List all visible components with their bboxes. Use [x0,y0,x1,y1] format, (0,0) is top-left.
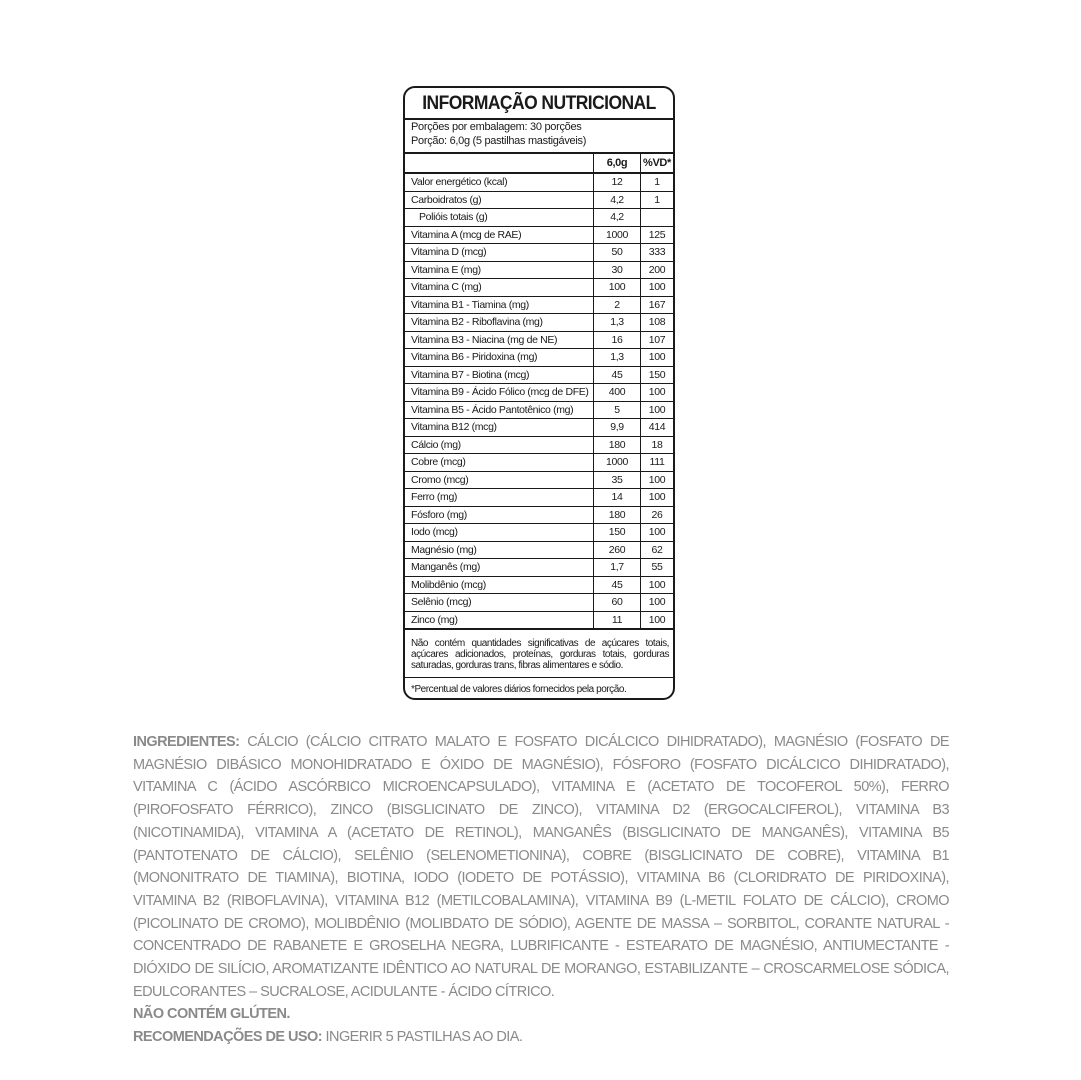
nutrient-daily-value: 18 [641,436,674,454]
nutrient-amount: 50 [594,244,641,262]
nutrient-row [405,524,673,542]
nutrient-daily-value: 100 [641,611,674,629]
nutrient-row [405,559,673,577]
ingredients-text: CÁLCIO (CÁLCIO CITRATO MALATO E FOSFATO DICÁLCICO DIHIDRATADO), MAGNÉSIO (FOSFATO DE MAGNÉSIO DIBÁSICO MONOHIDRATADO E ÓXIDO DE MAGNÉSIO), FÓSFORO (FOSFATO DICÁLCICO DIHIDRATADO), VITAMINA C (ÁCIDO ASCÓRBICO MICROENCAPSULADO), VITAMINA E (ACETATO DE TOCOFEROL 50%), FERRO (PIROFOSFATO FÉRRICO), ZINCO (BISGLICINATO DE ZINCO), VITAMINA D2 (ERGOCALCIFEROL), VITAMINA B3 (NICOTINAMIDA), VITAMINA A (ACETATO DE RETINOL), MANGANÊS (BISGLICINATO DE MANGANÊS), VITAMINA B5 (PANTOTENATO DE CÁLCIO), SELÊNIO (SELENOMETIONINA), COBRE (BISGLICINATO DE COBRE), VITAMINA B1 (MONONITRATO DE TIAMINA), BIOTINA, IODO (IODETO DE POTÁSSIO), VITAMINA B6 (CLORIDRATO DE PIRIDOXINA), VITAMINA B2 (RIBOFLAVINA), VITAMINA B12 (METILCOBALAMINA), VITAMINA B9 (L-METIL FOLATO DE CÁLCIO), CROMO (PICOLINATO DE CROMO), MOLIBDÊNIO (MOLIBDATO DE SÓDIO), AGENTE DE MASSA – SORBITOL, CORANTE NATURAL - CONCENTRADO DE RABANETE E GROSELHA NEGRA, LUBRIFICANTE - ESTEARATO DE MAGNÉSIO, ANTIUMECTANTE - DIÓXIDO DE SILÍCIO, AROMATIZANTE IDÊNTICO AO NATURAL DE MORANGO, ESTABILIZANTE – CROSCARMELOSE SÓDICA, EDULCORANTES – SUCRALOSE, ACIDULANTE - ÁCIDO CÍTRICO. [133,734,949,1000]
nutrient-daily-value: 100 [641,594,674,612]
nutrient-daily-value: 167 [641,296,674,314]
nutrient-daily-value: 100 [641,349,674,367]
nutrient-name: Vitamina C (mg) [405,279,594,297]
usage-text: INGERIR 5 PASTILHAS AO DIA. [325,1029,523,1046]
daily-value-footnote: *Percentual de valores diários fornecidos pela porção. [411,684,627,695]
nutrient-daily-value: 333 [641,244,674,262]
nutrient-daily-value: 125 [641,226,674,244]
nutrient-daily-value: 414 [641,419,674,437]
not-significant-note: Não contém quantidades significativas de açúcares totais, açúcares adicionados, proteínas, gorduras totais, gorduras saturadas, gorduras trans, fibras alimentares e sódio. [405,630,673,678]
nutrient-amount: 1,3 [594,314,641,332]
nutrient-name: Cobre (mcg) [405,454,594,472]
usage-label: RECOMENDAÇÕES DE USO: [133,1029,323,1046]
usage-recommendation [133,1026,949,1049]
nutrient-amount: 1000 [594,226,641,244]
nutrient-amount: 45 [594,366,641,384]
nutrient-row [405,489,673,507]
nutrient-name: Vitamina A (mcg de RAE) [405,226,594,244]
nutrient-row [405,401,673,419]
nutrient-daily-value: 100 [641,471,674,489]
nutrient-amount: 1,7 [594,559,641,577]
ingredients-paragraph [133,731,949,1003]
header-nutrient [405,153,594,173]
nutrient-daily-value: 150 [641,366,674,384]
nutrient-daily-value: 108 [641,314,674,332]
nutrient-row [405,244,673,262]
nutrient-amount: 35 [594,471,641,489]
nutrient-name: Molibdênio (mcg) [405,576,594,594]
nutrient-daily-value: 200 [641,261,674,279]
nutrient-row [405,314,673,332]
nutrient-daily-value: 100 [641,489,674,507]
nutrient-name: Polióis totais (g) [405,209,594,227]
nutrient-row [405,594,673,612]
nutrient-name: Vitamina E (mg) [405,261,594,279]
nutrient-row [405,191,673,209]
nutrient-row [405,454,673,472]
nutrient-amount: 45 [594,576,641,594]
nutrition-rows [405,173,673,629]
nutrient-amount: 260 [594,541,641,559]
nutrient-daily-value: 100 [641,401,674,419]
nutrient-name: Vitamina B3 - Niacina (mg de NE) [405,331,594,349]
nutrient-name: Fósforo (mg) [405,506,594,524]
nutrient-daily-value [641,209,674,227]
nutrient-name: Vitamina B5 - Ácido Pantotênico (mg) [405,401,594,419]
nutrient-row [405,436,673,454]
nutrient-amount: 60 [594,594,641,612]
header-daily-value: %VD* [641,153,674,173]
servings-per-package: Porções por embalagem: 30 porções [411,121,582,133]
nutrient-name: Vitamina B7 - Biotina (mcg) [405,366,594,384]
nutrient-row [405,209,673,227]
nutrient-name: Selênio (mcg) [405,594,594,612]
nutrient-amount: 11 [594,611,641,629]
nutrient-row [405,419,673,437]
header-amount: 6,0g [594,153,641,173]
nutrient-daily-value: 1 [641,173,674,191]
nutrient-name: Vitamina D (mcg) [405,244,594,262]
nutrient-name: Cálcio (mg) [405,436,594,454]
nutrient-row [405,349,673,367]
nutrient-daily-value: 100 [641,279,674,297]
nutrient-daily-value: 100 [641,524,674,542]
serving-size: Porção: 6,0g (5 pastilhas mastigáveis) [411,135,587,147]
nutrient-name: Manganês (mg) [405,559,594,577]
nutrient-amount: 9,9 [594,419,641,437]
gluten-statement: NÃO CONTÉM GLÚTEN. [133,1006,290,1023]
nutrient-name: Vitamina B2 - Riboflavina (mg) [405,314,594,332]
nutrient-daily-value: 111 [641,454,674,472]
nutrient-name: Iodo (mcg) [405,524,594,542]
nutrient-amount: 2 [594,296,641,314]
nutrient-daily-value: 1 [641,191,674,209]
nutrient-row [405,173,673,191]
nutrient-amount: 16 [594,331,641,349]
nutrient-daily-value: 26 [641,506,674,524]
nutrient-row [405,611,673,629]
nutrient-name: Valor energético (kcal) [405,173,594,191]
nutrient-amount: 14 [594,489,641,507]
nutrition-table [405,152,673,630]
nutrient-name: Vitamina B9 - Ácido Fólico (mcg de DFE) [405,384,594,402]
nutrient-row [405,261,673,279]
nutrient-amount: 1000 [594,454,641,472]
nutrient-amount: 5 [594,401,641,419]
nutrient-amount: 150 [594,524,641,542]
nutrient-row [405,279,673,297]
nutrient-row [405,296,673,314]
nutrient-amount: 4,2 [594,191,641,209]
table-header-row [405,153,673,173]
nutrient-name: Vitamina B6 - Piridoxina (mg) [405,349,594,367]
nutrient-name: Vitamina B1 - Tiamina (mg) [405,296,594,314]
nutrient-amount: 100 [594,279,641,297]
nutrient-row [405,576,673,594]
nutrient-daily-value: 100 [641,576,674,594]
nutrition-facts-panel [403,86,675,700]
nutrient-name: Cromo (mcg) [405,471,594,489]
nutrient-row [405,506,673,524]
nutrient-name: Carboidratos (g) [405,191,594,209]
nutrient-name: Vitamina B12 (mcg) [405,419,594,437]
nutrient-row [405,384,673,402]
nutrient-amount: 180 [594,436,641,454]
nutrient-amount: 1,3 [594,349,641,367]
nutrient-daily-value: 62 [641,541,674,559]
ingredients-label: INGREDIENTES: [133,734,240,750]
nutrient-amount: 30 [594,261,641,279]
nutrient-row [405,226,673,244]
nutrient-row [405,366,673,384]
nutrient-row [405,471,673,489]
nutrient-daily-value: 100 [641,384,674,402]
nutrient-amount: 4,2 [594,209,641,227]
nutrient-row [405,331,673,349]
ingredients-block [133,731,949,1049]
nutrient-name: Ferro (mg) [405,489,594,507]
nutrient-daily-value: 107 [641,331,674,349]
nutrient-daily-value: 55 [641,559,674,577]
nutrient-name: Magnésio (mg) [405,541,594,559]
nutrient-amount: 400 [594,384,641,402]
nutrient-amount: 12 [594,173,641,191]
panel-title: INFORMAÇÃO NUTRICIONAL [422,93,656,114]
nutrient-amount: 180 [594,506,641,524]
nutrient-row [405,541,673,559]
nutrient-name: Zinco (mg) [405,611,594,629]
